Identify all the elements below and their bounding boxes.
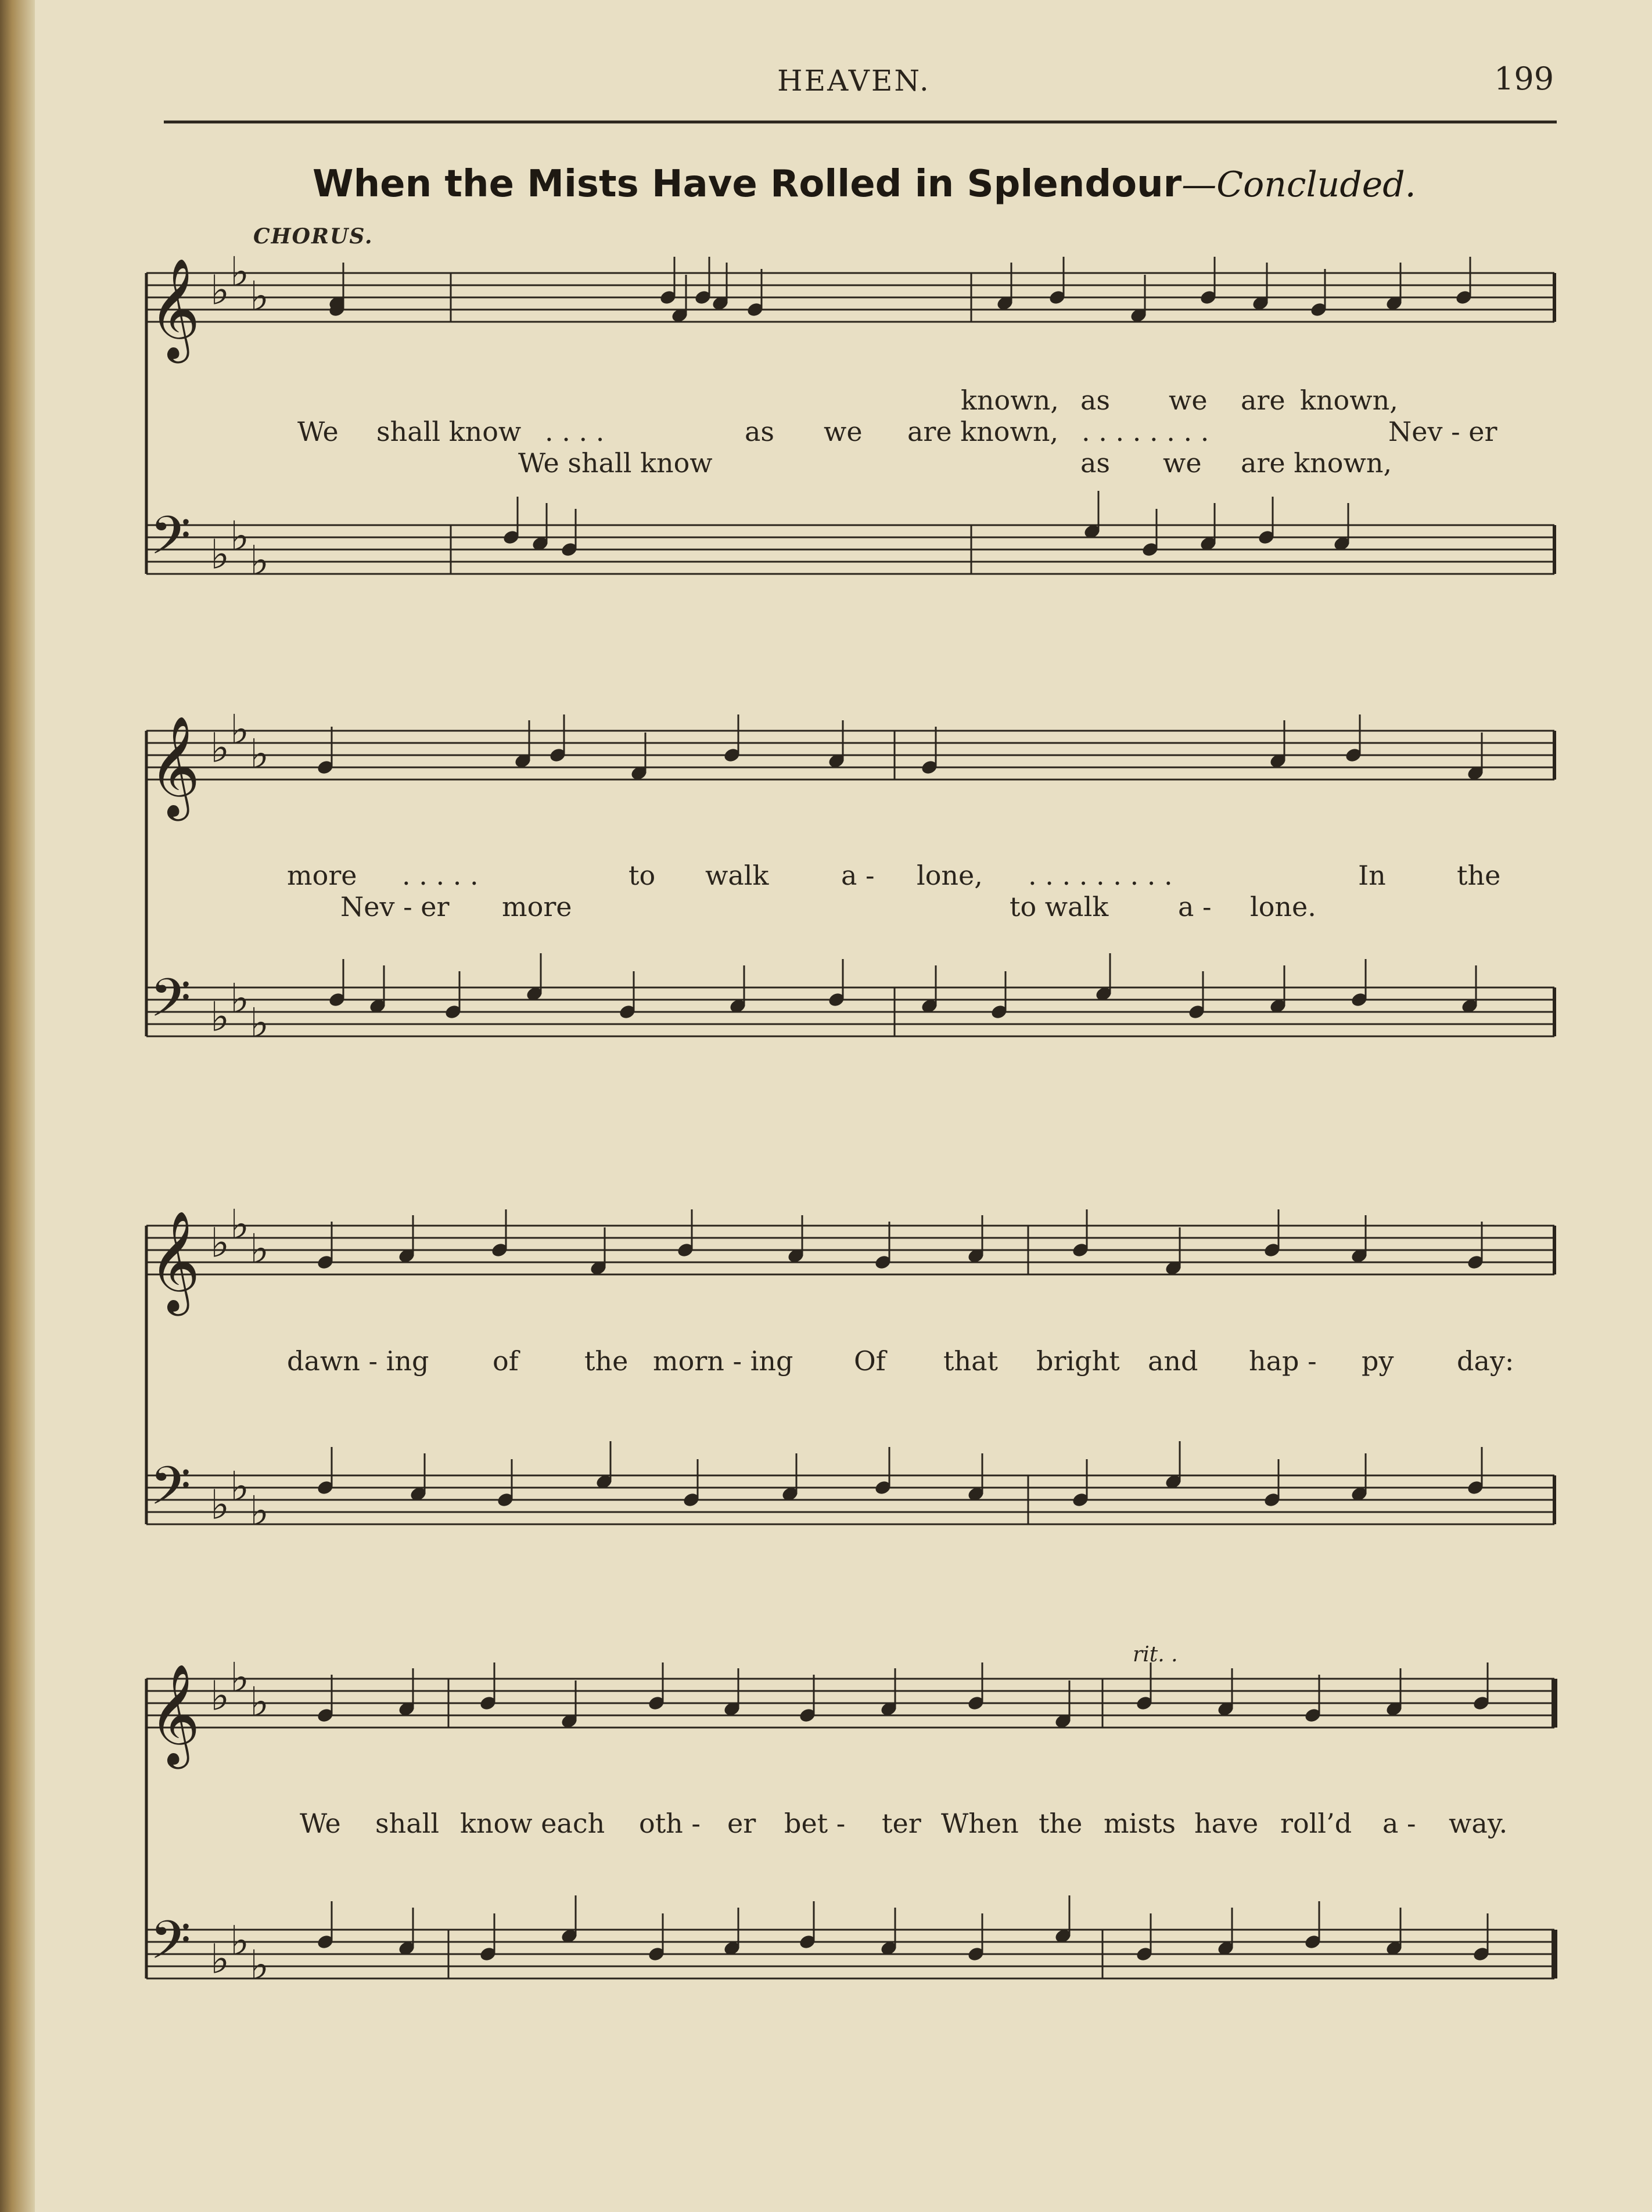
lyric-syllable: known,: [1300, 385, 1398, 416]
lyric-syllable: Nev - er: [340, 891, 450, 922]
flat-icon: ♭: [230, 706, 250, 753]
lyric-syllable: are known,: [907, 416, 1059, 447]
lyric-syllable: have: [1194, 1808, 1259, 1839]
lyric-syllable: we: [824, 416, 863, 447]
flat-icon: ♭: [230, 1201, 250, 1248]
lyric-syllable: . . . . . . . .: [1082, 416, 1209, 447]
lyric-syllable: a -: [841, 860, 875, 891]
lyric-syllable: . . . .: [545, 416, 605, 447]
lyric-syllable: we: [1163, 447, 1202, 479]
lyric-syllable: morn - ing: [653, 1345, 793, 1377]
flat-icon: ♭: [230, 512, 250, 560]
lyric-syllable: Of: [854, 1345, 886, 1377]
lyric-syllable: more: [287, 860, 357, 891]
song-title-suffix: —Concluded.: [1181, 164, 1416, 205]
treble-clef-icon: 𝄞: [149, 1664, 200, 1765]
flat-icon: ♭: [210, 1672, 230, 1720]
bass-clef-icon: 𝄢: [150, 967, 191, 1042]
bass-clef-icon: 𝄢: [150, 1455, 191, 1529]
flat-icon: ♭: [250, 537, 270, 584]
lyric-syllable: to walk: [1010, 891, 1109, 922]
ritardando-mark: rit. .: [1133, 1643, 1178, 1667]
lyric-syllable: more: [502, 891, 572, 922]
lyric-syllable: roll’d: [1280, 1808, 1352, 1839]
running-header: HEAVEN.: [777, 64, 931, 98]
lyric-syllable: a -: [1178, 891, 1212, 922]
bass-staff: [146, 525, 1554, 574]
lyric-syllable: that: [943, 1345, 999, 1377]
bass-staff: [146, 1930, 1554, 1978]
lyric-syllable: walk: [705, 860, 769, 891]
lyric-syllable: lone.: [1250, 891, 1316, 922]
flat-icon: ♭: [250, 730, 270, 778]
lyric-syllable: shall know: [376, 416, 522, 447]
treble-staff: [146, 1226, 1554, 1274]
bass-clef-icon: 𝄢: [150, 1909, 191, 1984]
flat-icon: ♭: [250, 999, 270, 1047]
lyric-syllable: as: [1080, 447, 1111, 479]
lyric-syllable: ter: [882, 1808, 921, 1839]
lyric-syllable: bright: [1036, 1345, 1120, 1377]
lyric-syllable: the: [1039, 1808, 1083, 1839]
flat-icon: ♭: [210, 993, 230, 1041]
flat-icon: ♭: [250, 1941, 270, 1989]
treble-clef-icon: 𝄞: [149, 258, 200, 359]
flat-icon: ♭: [230, 975, 250, 1022]
flat-icon: ♭: [230, 1463, 250, 1510]
lyric-syllable: and: [1148, 1345, 1198, 1377]
lyric-syllable: are known,: [1241, 447, 1392, 479]
lyric-syllable: In: [1358, 860, 1386, 891]
bass-clef-icon: 𝄢: [150, 505, 191, 579]
lyric-syllable: oth -: [639, 1808, 701, 1839]
lyric-syllable: . . . . . . . . .: [1028, 860, 1173, 891]
flat-icon: ♭: [210, 266, 230, 314]
flat-icon: ♭: [250, 272, 270, 320]
lyric-syllable: we: [1169, 385, 1208, 416]
page-number: 199: [1494, 60, 1554, 97]
lyric-syllable: dawn - ing: [287, 1345, 429, 1377]
treble-staff: [146, 1679, 1554, 1728]
lyric-syllable: shall: [375, 1808, 440, 1839]
lyric-syllable: We: [297, 416, 339, 447]
lyric-syllable: know each: [460, 1808, 605, 1839]
flat-icon: ♭: [230, 248, 250, 296]
chorus-label: CHORUS.: [253, 224, 374, 249]
lyric-syllable: er: [727, 1808, 756, 1839]
treble-staff: [146, 273, 1554, 322]
bass-staff: [146, 988, 1554, 1036]
music-systems: [146, 248, 1554, 1989]
flat-icon: ♭: [210, 1935, 230, 1983]
song-title-main: When the Mists Have Rolled in Splendour: [313, 163, 1182, 206]
lyric-syllable: as: [1080, 385, 1111, 416]
flat-icon: ♭: [230, 1917, 250, 1965]
bass-staff: [146, 1475, 1554, 1524]
flat-icon: ♭: [250, 1225, 270, 1273]
lyric-syllable: bet -: [784, 1808, 846, 1839]
lyric-syllable: We shall know: [518, 447, 713, 479]
lyric-syllable: the: [1457, 860, 1501, 891]
lyric-syllable: We: [300, 1808, 341, 1839]
flat-icon: ♭: [250, 1678, 270, 1726]
lyric-syllable: of: [493, 1345, 519, 1377]
lyric-syllable: to: [629, 860, 656, 891]
flat-icon: ♭: [210, 530, 230, 579]
lyric-syllable: When: [941, 1808, 1019, 1839]
treble-clef-icon: 𝄞: [149, 1211, 200, 1312]
lyric-syllable: mists: [1104, 1808, 1176, 1839]
flat-icon: ♭: [210, 724, 230, 772]
lyric-syllable: hap -: [1249, 1345, 1317, 1377]
lyric-syllable: the: [584, 1345, 629, 1377]
lyric-syllable: day:: [1457, 1345, 1514, 1377]
flat-icon: ♭: [210, 1481, 230, 1529]
flat-icon: ♭: [230, 1654, 250, 1701]
lyric-syllable: as: [745, 416, 775, 447]
lyric-syllable: a -: [1382, 1808, 1416, 1839]
lyric-syllable: known,: [961, 385, 1059, 416]
lyric-syllable: way.: [1449, 1808, 1508, 1839]
lyric-syllable: py: [1362, 1345, 1394, 1377]
lyric-syllable: are: [1241, 385, 1285, 416]
treble-clef-icon: 𝄞: [149, 716, 200, 817]
flat-icon: ♭: [250, 1487, 270, 1535]
lyric-syllable: Nev - er: [1388, 416, 1497, 447]
lyric-syllable: lone,: [917, 860, 983, 891]
lyric-syllable: . . . . .: [402, 860, 479, 891]
flat-icon: ♭: [210, 1219, 230, 1267]
treble-staff: [146, 731, 1554, 780]
